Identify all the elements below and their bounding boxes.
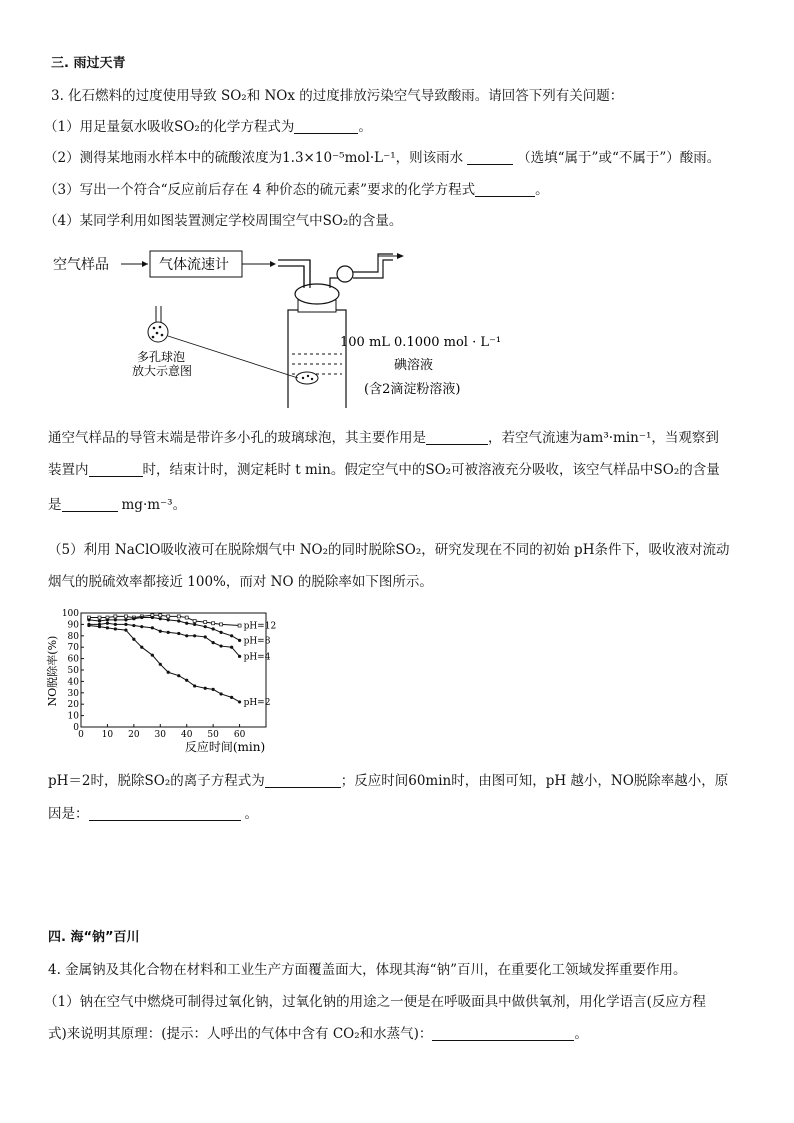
- data-point: [167, 615, 170, 618]
- data-point: [132, 617, 135, 620]
- solution-label-1: 100 mL 0.1000 mol · L⁻¹: [340, 335, 502, 350]
- data-point: [185, 622, 188, 625]
- data-point: [219, 644, 222, 647]
- data-point: [193, 634, 196, 637]
- data-point: [114, 623, 117, 626]
- air-sample-label: 空气样品: [53, 257, 109, 273]
- y-tick-label: 10: [67, 711, 79, 722]
- data-point: [132, 624, 135, 627]
- data-point: [124, 615, 127, 618]
- ph-line-2: 因是： 。: [48, 806, 258, 822]
- bubble-label-1: 多孔球泡: [137, 350, 186, 364]
- data-point: [238, 639, 241, 642]
- data-point: [212, 627, 215, 630]
- y-tick-label: 70: [67, 643, 79, 654]
- data-point: [212, 622, 215, 625]
- data-point: [140, 625, 143, 628]
- answer-blank[interactable]: [294, 119, 358, 134]
- data-point: [193, 623, 196, 626]
- x-tick-label: 20: [128, 730, 140, 740]
- series-label: pH=12: [243, 621, 277, 632]
- data-point: [219, 631, 222, 634]
- q3-part5-line1: （5）利用 NaClO吸收液可在脱除烟气中 NO₂的同时脱除SO₂，研究发现在不同的初始 pH条件下，吸收液对流动: [48, 542, 730, 558]
- data-point: [151, 654, 154, 657]
- data-point: [238, 700, 241, 703]
- absorption-bottle: [288, 310, 346, 408]
- q4-part1-line1: （1）钠在空气中燃烧可制得过氧化钠，过氧化钠的用途之一便是在呼吸面具中做供氧剂，用化学语言(反应方程: [44, 994, 706, 1010]
- y-tick-label: 100: [61, 609, 79, 619]
- data-point: [177, 615, 180, 618]
- x-tick-label: 40: [180, 730, 193, 740]
- data-point: [167, 618, 170, 621]
- data-point: [159, 630, 162, 633]
- data-point: [238, 624, 241, 627]
- data-point: [159, 663, 162, 666]
- series-line-pH=8: [89, 618, 240, 641]
- y-tick-label: 60: [67, 654, 79, 665]
- q3-part4: （4）某同学利用如图装置测定学校周围空气中SO₂的含量。: [44, 213, 403, 229]
- porous-bubble-magnified: [148, 322, 168, 342]
- plot-frame: [81, 613, 266, 727]
- data-point: [204, 625, 207, 628]
- data-point: [151, 626, 154, 629]
- answer-blank[interactable]: [475, 182, 535, 197]
- data-point: [87, 624, 90, 627]
- x-tick-label: 0: [78, 730, 84, 740]
- y-tick-label: 40: [67, 677, 79, 688]
- series-line-pH=2: [89, 626, 240, 702]
- data-point: [167, 671, 170, 674]
- y-tick-label: 80: [67, 631, 79, 642]
- para-1: 通空气样品的导管末端是带许多小孔的玻璃球泡，其主要作用是 ，若空气流速为am³·min⁻¹，当观察到: [48, 430, 719, 446]
- answer-blank[interactable]: [89, 806, 241, 821]
- q3-part1: （1）用足量氨水吸收SO₂的化学方程式为 。: [44, 119, 372, 135]
- answer-blank[interactable]: [89, 462, 143, 477]
- data-point: [167, 631, 170, 634]
- y-tick-label: 50: [67, 666, 79, 676]
- apparatus-diagram: [48, 238, 508, 408]
- ph-line-1: pH＝2时，脱除SO₂的离子方程式为 ；反应时间60min时，由图可知，pH 越小，NO脱除率越小，原: [48, 773, 729, 789]
- y-axis-label: NO脱除率(%): [46, 635, 59, 707]
- y-tick-label: 20: [67, 700, 79, 711]
- x-tick-label: 30: [154, 730, 167, 740]
- data-point: [177, 674, 180, 677]
- data-point: [124, 629, 127, 632]
- data-point: [124, 618, 127, 621]
- para-3: 是 mg·m⁻³。: [48, 497, 187, 513]
- series-label: pH=8: [243, 636, 271, 647]
- x-axis-label: 反应时间(min): [184, 740, 266, 754]
- data-point: [140, 616, 143, 619]
- data-point: [238, 655, 241, 658]
- solution-label-3: (含2滴淀粉溶液): [364, 382, 461, 397]
- bubble-label-2: 放大示意图: [132, 364, 193, 378]
- answer-blank[interactable]: [426, 430, 488, 445]
- section-4-title: 四. 海“钠”百川: [48, 930, 140, 945]
- data-point: [151, 616, 154, 619]
- data-point: [220, 623, 223, 626]
- data-point: [177, 632, 180, 635]
- data-point: [114, 615, 117, 618]
- series-label: pH=4: [243, 652, 271, 663]
- data-point: [114, 627, 117, 630]
- section-3-title: 三. 雨过天青: [51, 56, 126, 71]
- y-tick-label: 0: [73, 723, 79, 733]
- y-tick-label: 30: [67, 688, 79, 699]
- data-point: [204, 687, 207, 690]
- data-point: [230, 646, 233, 649]
- q3-part2: （2）测得某地雨水样本中的硫酸浓度为1.3×10⁻⁵mol·L⁻¹，则该雨水 （选填“属于”或“不属于”）酸雨。: [44, 150, 721, 166]
- flow-meter-label: 气体流速计: [159, 257, 229, 273]
- data-point: [230, 696, 233, 699]
- data-point: [193, 684, 196, 687]
- x-tick-label: 50: [207, 730, 219, 740]
- data-point: [177, 619, 180, 622]
- data-point: [106, 622, 109, 625]
- data-point: [204, 635, 207, 638]
- data-point: [193, 619, 196, 622]
- answer-blank[interactable]: [62, 497, 118, 512]
- answer-blank[interactable]: [432, 1026, 574, 1041]
- data-point: [212, 641, 215, 644]
- y-tick-label: 90: [67, 620, 79, 631]
- series-label: pH=2: [243, 697, 271, 708]
- data-point: [219, 692, 222, 695]
- data-point: [159, 614, 162, 617]
- data-point: [106, 618, 109, 621]
- data-point: [185, 679, 188, 682]
- no-removal-chart: [40, 605, 290, 760]
- answer-blank[interactable]: [467, 150, 513, 165]
- data-point: [185, 616, 188, 619]
- para-2: 装置内 时，结束计时，测定耗时 t min。假定空气中的SO₂可被溶液充分吸收，该空气样品中SO₂的含量: [48, 462, 720, 478]
- data-point: [212, 688, 215, 691]
- data-point: [98, 616, 101, 619]
- data-point: [124, 623, 127, 626]
- data-point: [159, 617, 162, 620]
- question-4-intro: 4. 金属钠及其化合物在材料和工业生产方面覆盖面大，体现其海“钠”百川，在重要化工领域发挥重要作用。: [48, 962, 687, 978]
- q4-part1-line2: 式)来说明其原理：(提示：人呼出的气体中含有 CO₂和水蒸气)： 。: [48, 1026, 588, 1042]
- data-point: [98, 619, 101, 622]
- x-tick-label: 10: [101, 730, 114, 740]
- x-tick-label: 60: [233, 730, 246, 740]
- data-point: [87, 618, 90, 621]
- data-point: [204, 621, 207, 624]
- answer-blank[interactable]: [265, 773, 341, 788]
- data-point: [185, 634, 188, 637]
- data-point: [114, 618, 117, 621]
- data-point: [132, 638, 135, 641]
- question-3-intro: 3. 化石燃料的过度使用导致 SO₂和 NOx 的过度排放污染空气导致酸雨。请回答下列有关问题：: [51, 88, 624, 104]
- data-point: [140, 646, 143, 649]
- data-point: [98, 625, 101, 628]
- q3-part5-line2: 烟气的脱硫效率都接近 100%，而对 NO 的脱除率如下图所示。: [48, 574, 433, 590]
- data-point: [230, 634, 233, 637]
- solution-label-2: 碘溶液: [394, 358, 434, 373]
- data-point: [106, 626, 109, 629]
- q3-part3: （3）写出一个符合“反应前后存在 4 种价态的硫元素”要求的化学方程式 。: [44, 182, 549, 198]
